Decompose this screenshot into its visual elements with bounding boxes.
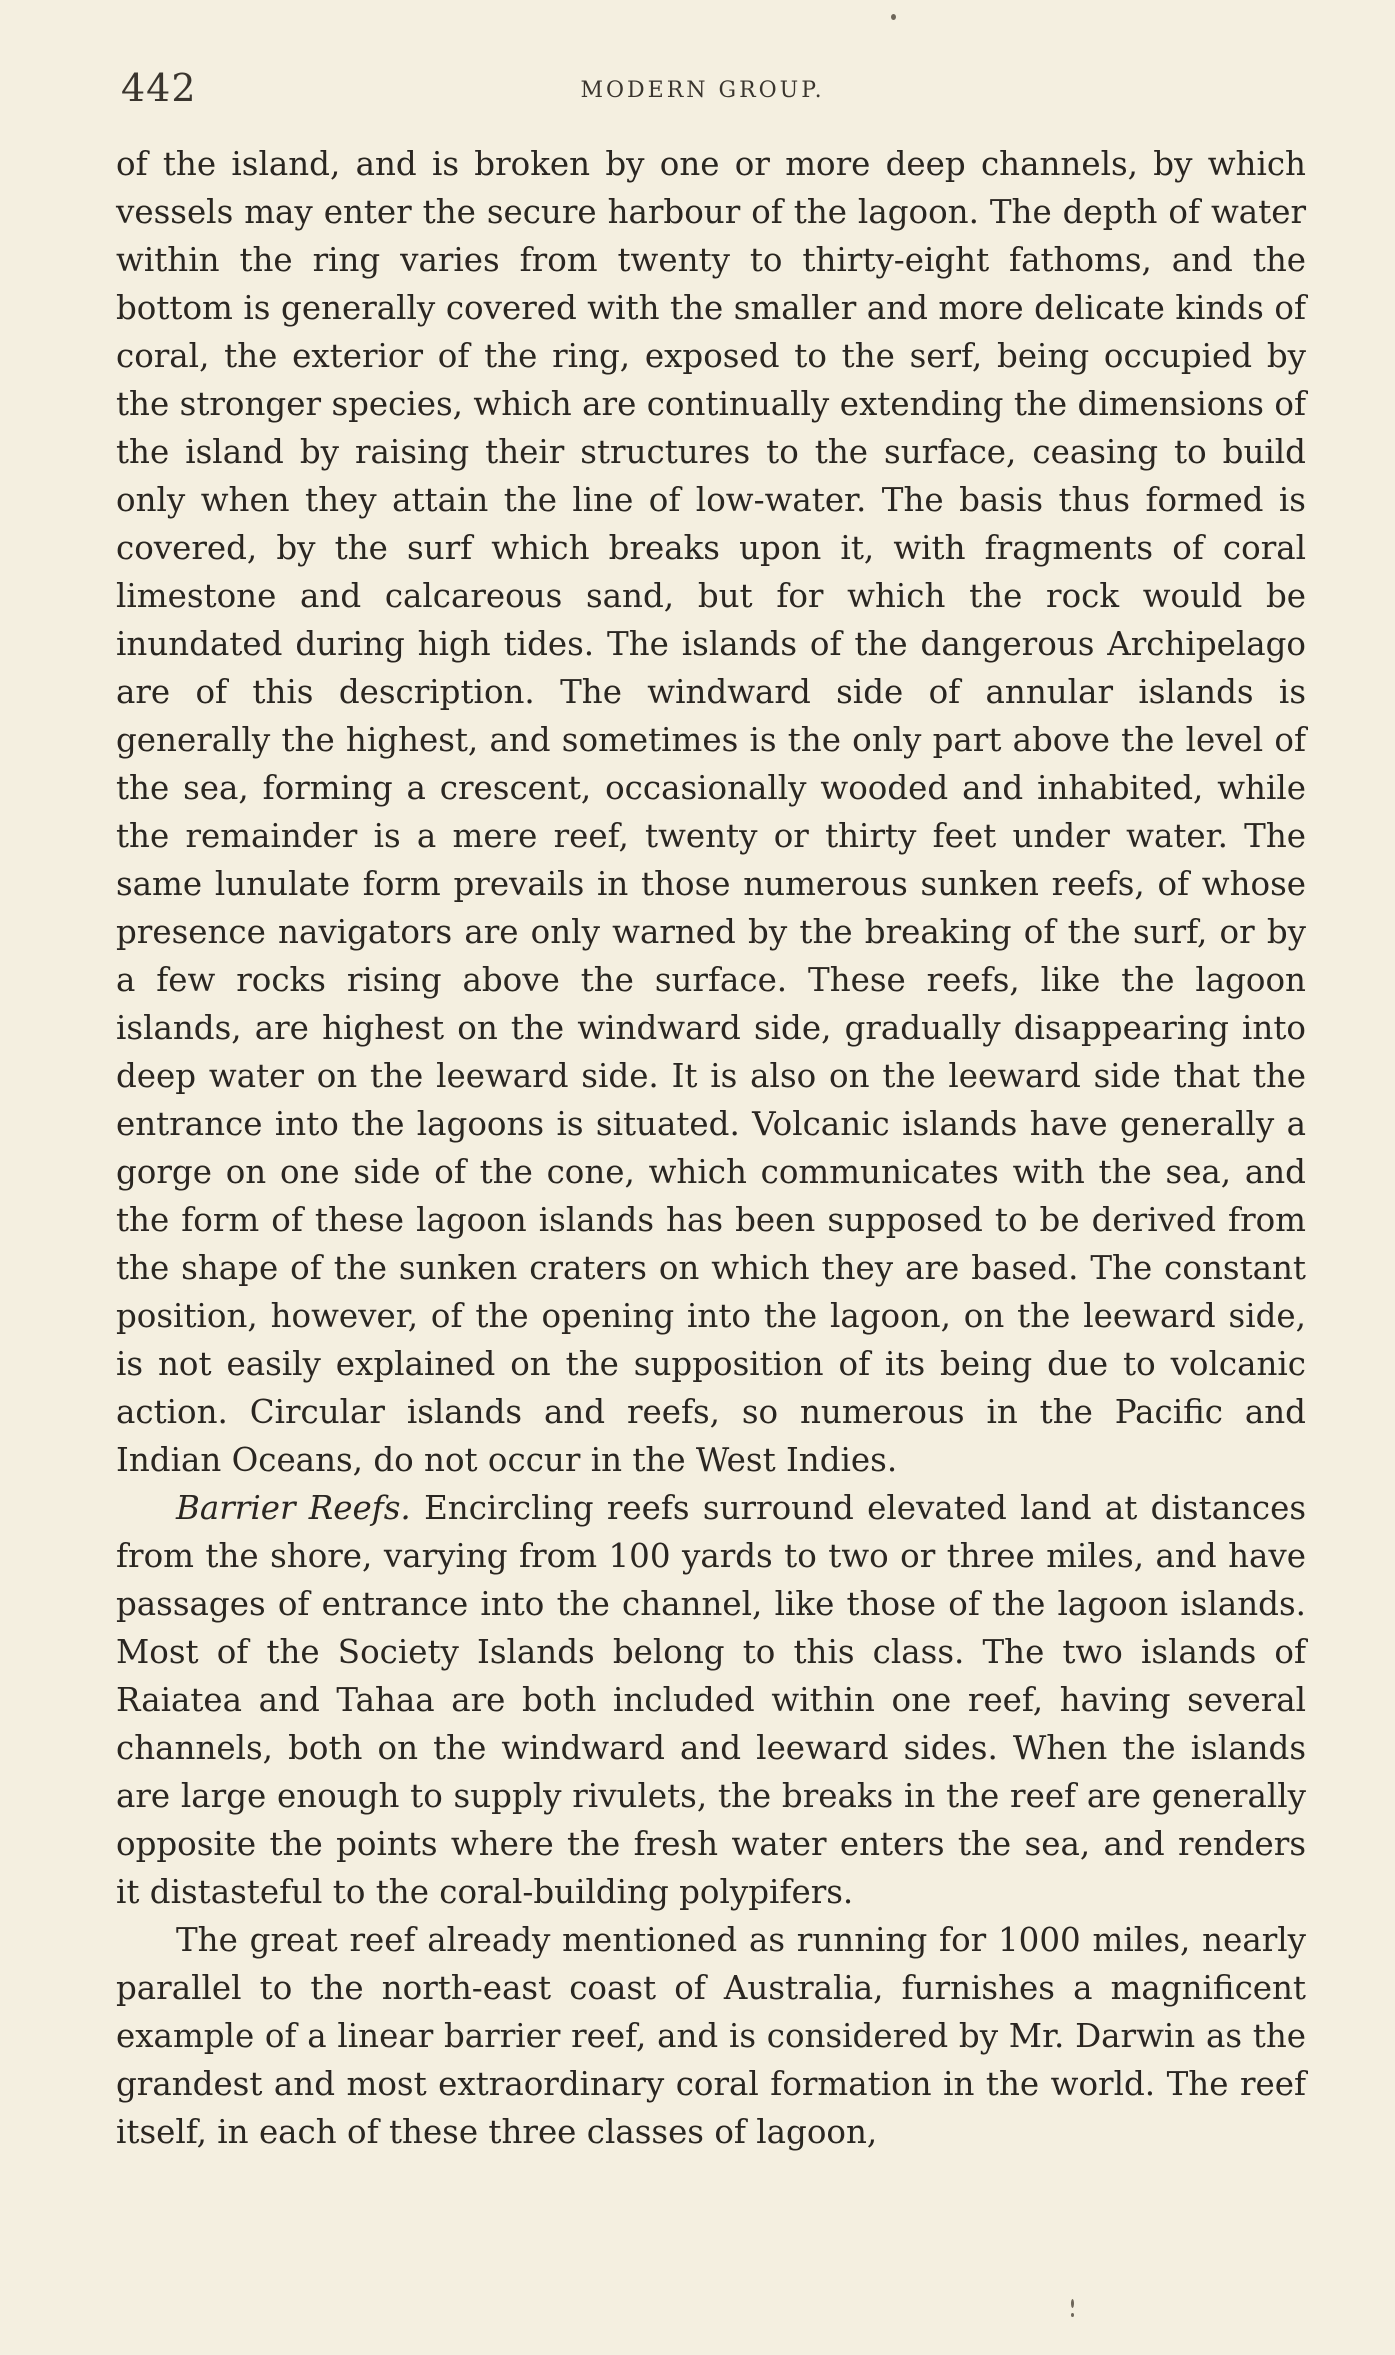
ink-speck xyxy=(1071,2299,1074,2308)
paragraph-great-reef: The great reef already mentioned as running for 1000 miles, nearly parallel to the north-east coast of Australia, furnishes a magnificent example of a linear barrier reef, and is considered by Mr. Darwin as the grandest and most extraordinary coral formation in the world. The reef itself, in each of these three classes of lagoon, xyxy=(116,1921,1306,2151)
paragraph-barrier-reefs xyxy=(116,1484,1306,1916)
paragraph-annular-islands: of the island, and is broken by one or more deep channels, by which vessels may enter the secure harbour of the lagoon. The depth of water within the ring varies from twenty to thirty-eight fathoms, and the bottom is generally covered with the smaller and more delicate kinds of coral, the exterior of the ring, exposed to the serf, being occupied by the stronger species, which are continually extending the dimensions of the island by raising their structures to the surface, ceasing to build only when they attain the line of low-water. The basis thus formed is covered, by the surf which breaks upon it, with fragments of coral limestone and calcareous sand, but for which the rock would be inundated during high tides. The islands of the dangerous Archipelago are of this description. The windward side of annular islands is generally the highest, and sometimes is the only part above the level of the sea, forming a crescent, occasionally wooded and inhabited, while the remainder is a mere reef, twenty or thirty feet under water. The same lunulate form prevails in those numerous sunken reefs, of whose presence navigators are only warned by the breaking of the surf, or by a few rocks rising above the surface. These reefs, like the lagoon islands, are highest on the windward side, gradually disappearing into deep water on the leeward side. It is also on the leeward side that the entrance into the lagoons is situated. Volcanic islands have generally a gorge on one side of the cone, which communicates with the sea, and the form of these lagoon islands has been supposed to be derived from the shape of the sunken craters on which they are based. The constant position, however, of the opening into the lagoon, on the leeward side, is not easily explained on the supposition of its being due to volcanic action. Circular islands and reefs, so numerous in the Pacific and Indian Oceans, do not occur in the West Indies. xyxy=(116,145,1306,1479)
ink-speck xyxy=(891,14,896,20)
ink-speck xyxy=(1071,2313,1074,2317)
body-text xyxy=(116,140,1306,2156)
running-title: MODERN GROUP. xyxy=(580,78,825,103)
page-number: 442 xyxy=(121,66,197,110)
paragraph-barrier-reefs-text: Encircling reefs surround elevated land at distances from the shore, varying from 100 yards to two or three miles, and have passages of entrance into the channel, like those of the lagoon islands. Most of the Society Islands belong to this class. The two islands of Raiatea and Tahaa are both included within one reef, having several channels, both on the windward and leeward sides. When the islands are large enough to supply rivulets, the breaks in the reef are generally opposite the points where the fresh water enters the sea, and renders it distasteful to the coral-building polypifers. xyxy=(116,1489,1307,1911)
page-header xyxy=(115,66,1290,126)
section-heading-barrier-reefs: Barrier Reefs. xyxy=(176,1489,411,1527)
